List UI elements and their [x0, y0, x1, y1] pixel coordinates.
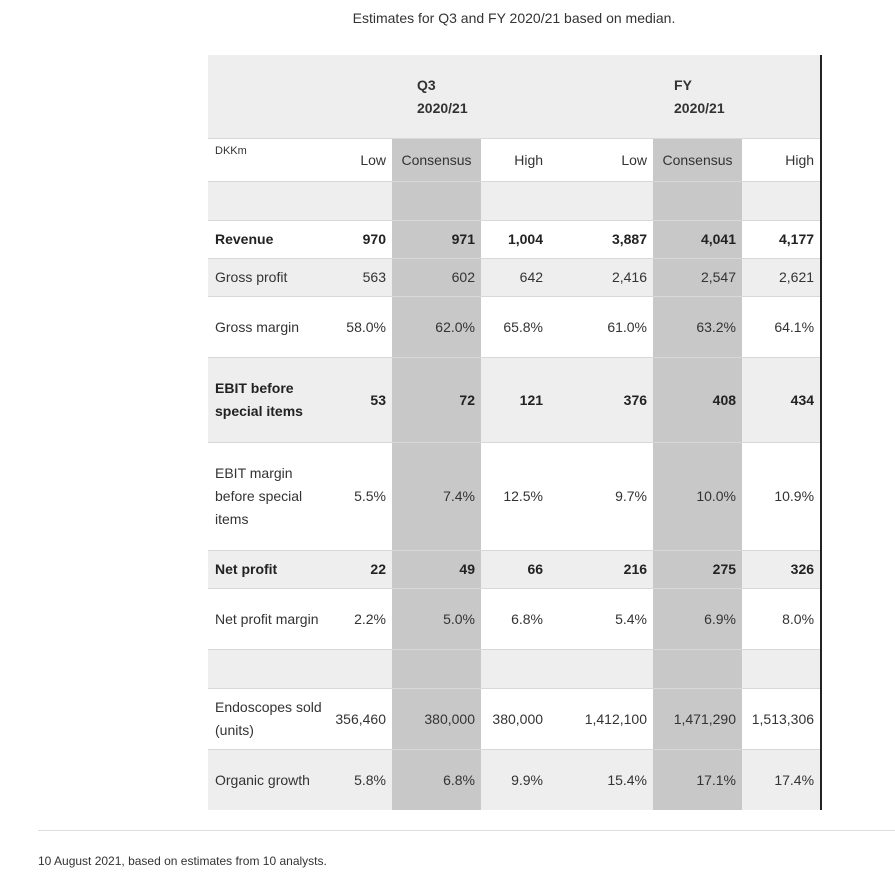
period-fy-label: FY [674, 76, 692, 93]
period-fy [653, 55, 820, 139]
cell-value: 17.1% [653, 750, 742, 811]
period-q3-year: 2020/21 [417, 99, 468, 116]
cell-value: 326 [742, 551, 820, 589]
cell-value: 408 [653, 358, 742, 443]
table-row [208, 589, 820, 650]
cell-value: 15.4% [549, 750, 653, 811]
cell-value: 642 [481, 259, 549, 297]
cell-value: 10.0% [653, 443, 742, 551]
period-q3 [392, 55, 549, 139]
row-label: Gross margin [208, 297, 328, 358]
row-label: Organic growth [208, 750, 328, 811]
cell-value: 5.5% [328, 443, 392, 551]
cell-value: 22 [328, 551, 392, 589]
cell-value: 5.0% [392, 589, 481, 650]
col-header-q3-high: High [481, 139, 549, 182]
table-row [208, 259, 820, 297]
cell-value: 53 [328, 358, 392, 443]
cell-value: 356,460 [328, 689, 392, 750]
cell-value: 66 [481, 551, 549, 589]
cell-value: 5.4% [549, 589, 653, 650]
col-header-q3-consensus: Consensus [392, 139, 481, 182]
cell-value: 6.9% [653, 589, 742, 650]
row-label: EBIT margin before special items [208, 443, 328, 551]
period-header-row [208, 55, 820, 139]
cell-value: 6.8% [392, 750, 481, 811]
divider [38, 830, 895, 831]
cell-value: 4,177 [742, 221, 820, 259]
cell-value: 61.0% [549, 297, 653, 358]
row-label: EBIT before special items [208, 358, 328, 443]
cell-value: 62.0% [392, 297, 481, 358]
cell-value: 8.0% [742, 589, 820, 650]
table-row [208, 297, 820, 358]
cell-value: 1,004 [481, 221, 549, 259]
period-fy-year: 2020/21 [674, 99, 725, 116]
unit-label: DKKm [208, 139, 328, 182]
cell-value: 602 [392, 259, 481, 297]
cell-value: 4,041 [653, 221, 742, 259]
cell-value: 434 [742, 358, 820, 443]
footnote: 10 August 2021, based on estimates from 10 analysts. [38, 854, 327, 868]
estimates-table [208, 55, 820, 810]
cell-value: 275 [653, 551, 742, 589]
cell-value: 58.0% [328, 297, 392, 358]
cell-value: 216 [549, 551, 653, 589]
table-row [208, 221, 820, 259]
cell-value: 9.9% [481, 750, 549, 811]
row-label: Net profit margin [208, 589, 328, 650]
cell-value: 2,547 [653, 259, 742, 297]
row-label: Net profit [208, 551, 328, 589]
col-header-fy-low: Low [549, 139, 653, 182]
col-header-fy-high: High [742, 139, 820, 182]
cell-value: 2.2% [328, 589, 392, 650]
cell-value: 2,416 [549, 259, 653, 297]
cell-value: 376 [549, 358, 653, 443]
cell-value: 49 [392, 551, 481, 589]
col-header-fy-consensus: Consensus [653, 139, 742, 182]
cell-value: 63.2% [653, 297, 742, 358]
cell-value: 2,621 [742, 259, 820, 297]
cell-value: 380,000 [392, 689, 481, 750]
table-row [208, 689, 820, 750]
cell-value: 971 [392, 221, 481, 259]
cell-value: 17.4% [742, 750, 820, 811]
cell-value: 12.5% [481, 443, 549, 551]
cell-value: 7.4% [392, 443, 481, 551]
col-header-q3-low: Low [328, 139, 392, 182]
cell-value: 65.8% [481, 297, 549, 358]
cell-value: 380,000 [481, 689, 549, 750]
column-header-row [208, 139, 820, 182]
cell-value: 10.9% [742, 443, 820, 551]
period-q3-label: Q3 [417, 76, 436, 93]
estimates-table-container [208, 55, 822, 810]
cell-value: 563 [328, 259, 392, 297]
cell-value: 6.8% [481, 589, 549, 650]
cell-value: 9.7% [549, 443, 653, 551]
table-row [208, 551, 820, 589]
cell-value: 72 [392, 358, 481, 443]
cell-value: 3,887 [549, 221, 653, 259]
cell-value: 1,412,100 [549, 689, 653, 750]
cell-value: 5.8% [328, 750, 392, 811]
row-label: Endoscopes sold (units) [208, 689, 328, 750]
cell-value: 121 [481, 358, 549, 443]
table-row [208, 750, 820, 811]
cell-value: 970 [328, 221, 392, 259]
cell-value: 1,513,306 [742, 689, 820, 750]
row-label: Revenue [208, 221, 328, 259]
table-row [208, 358, 820, 443]
spacer-row [208, 182, 820, 221]
row-label: Gross profit [208, 259, 328, 297]
spacer-row [208, 650, 820, 689]
cell-value: 64.1% [742, 297, 820, 358]
table-caption: Estimates for Q3 and FY 2020/21 based on median. [352, 10, 676, 26]
cell-value: 1,471,290 [653, 689, 742, 750]
table-row [208, 443, 820, 551]
